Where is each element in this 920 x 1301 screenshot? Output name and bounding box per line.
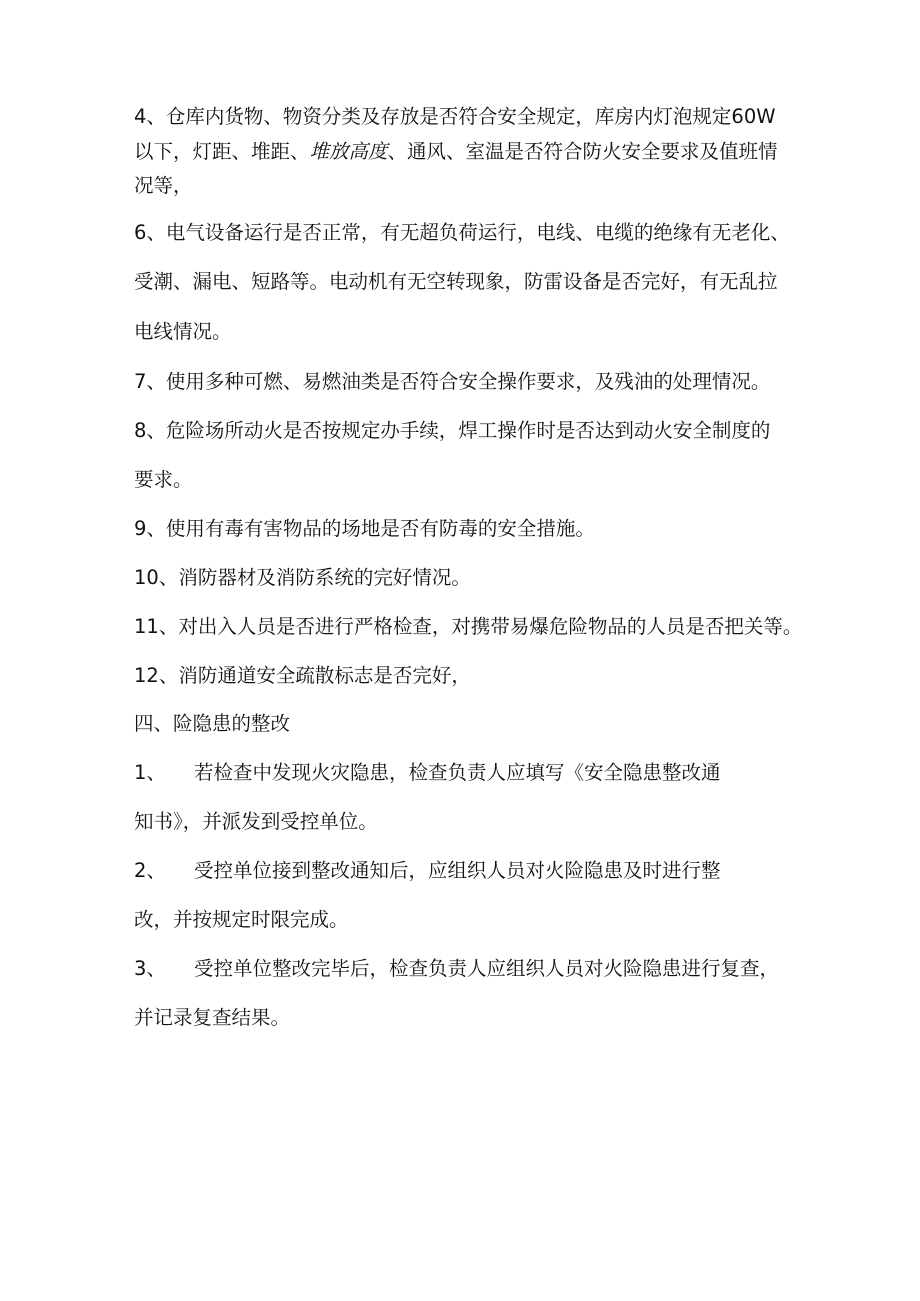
rectification-1-line-1 [134, 759, 721, 787]
item-10: 10、消防器材及消防系统的完好情况。 [134, 566, 471, 589]
item-8-line-2: 要求。 [134, 468, 193, 491]
section-4-heading: 四、险隐患的整改 [134, 712, 291, 735]
rectification-3-line-2: 并记录复查结果。 [134, 1006, 291, 1029]
item-12: 12、消防通道安全疏散标志是否完好， [134, 664, 471, 687]
rectification-3-line-1 [134, 955, 779, 983]
item-6-line-1: 6、电气设备运行是否正常，有无超负荷运行，电线、电缆的绝缘有无老化、 [134, 221, 790, 244]
rectification-1-line-2: 知书》，并派发到受控单位。 [134, 810, 378, 833]
rectification-3-text: 受控单位整改完毕后，检查负责人应组织人员对火险隐患进行复查， [194, 957, 780, 980]
item-4-line-1: 4、仓库内货物、物资分类及存放是否符合安全规定，库房内灯泡规定60W [134, 105, 776, 128]
rectification-2-line-1 [134, 857, 721, 885]
item-8-line-1: 8、危险场所动火是否按规定办手续，焊工操作时是否达到动火安全制度的 [134, 419, 771, 442]
rectification-2-line-2: 改，并按规定时限完成。 [134, 908, 349, 931]
item-11: 11、对出入人员是否进行严格检查，对携带易爆危险物品的人员是否把关等。 [134, 615, 803, 638]
rectification-2-number: 2、 [134, 859, 166, 882]
item-4-line-2-before: 以下，灯距、堆距、 [134, 140, 310, 163]
item-4-line-3: 况等， [134, 174, 193, 197]
rectification-2-text: 受控单位接到整改通知后，应组织人员对火险隐患及时进行整 [194, 859, 721, 882]
item-9: 9、使用有毒有害物品的场地是否有防毒的安全措施。 [134, 517, 595, 540]
rectification-1-number: 1、 [134, 761, 166, 784]
item-6-line-3: 电线情况。 [134, 320, 232, 343]
item-4-italic-phrase: 堆放高度 [309, 140, 388, 163]
item-7: 7、使用多种可燃、易燃油类是否符合安全操作要求，及残油的处理情况。 [134, 370, 771, 393]
item-4-line-2 [134, 138, 778, 166]
rectification-3-number: 3、 [134, 957, 166, 980]
rectification-1-text: 若检查中发现火灾隐患，检查负责人应填写《安全隐患整改通 [194, 761, 721, 784]
item-4-line-2-after: 、通风、室温是否符合防火安全要求及值班情 [387, 140, 778, 163]
item-6-line-2: 受潮、漏电、短路等。电动机有无空转现象，防雷设备是否完好，有无乱拉 [134, 270, 778, 293]
